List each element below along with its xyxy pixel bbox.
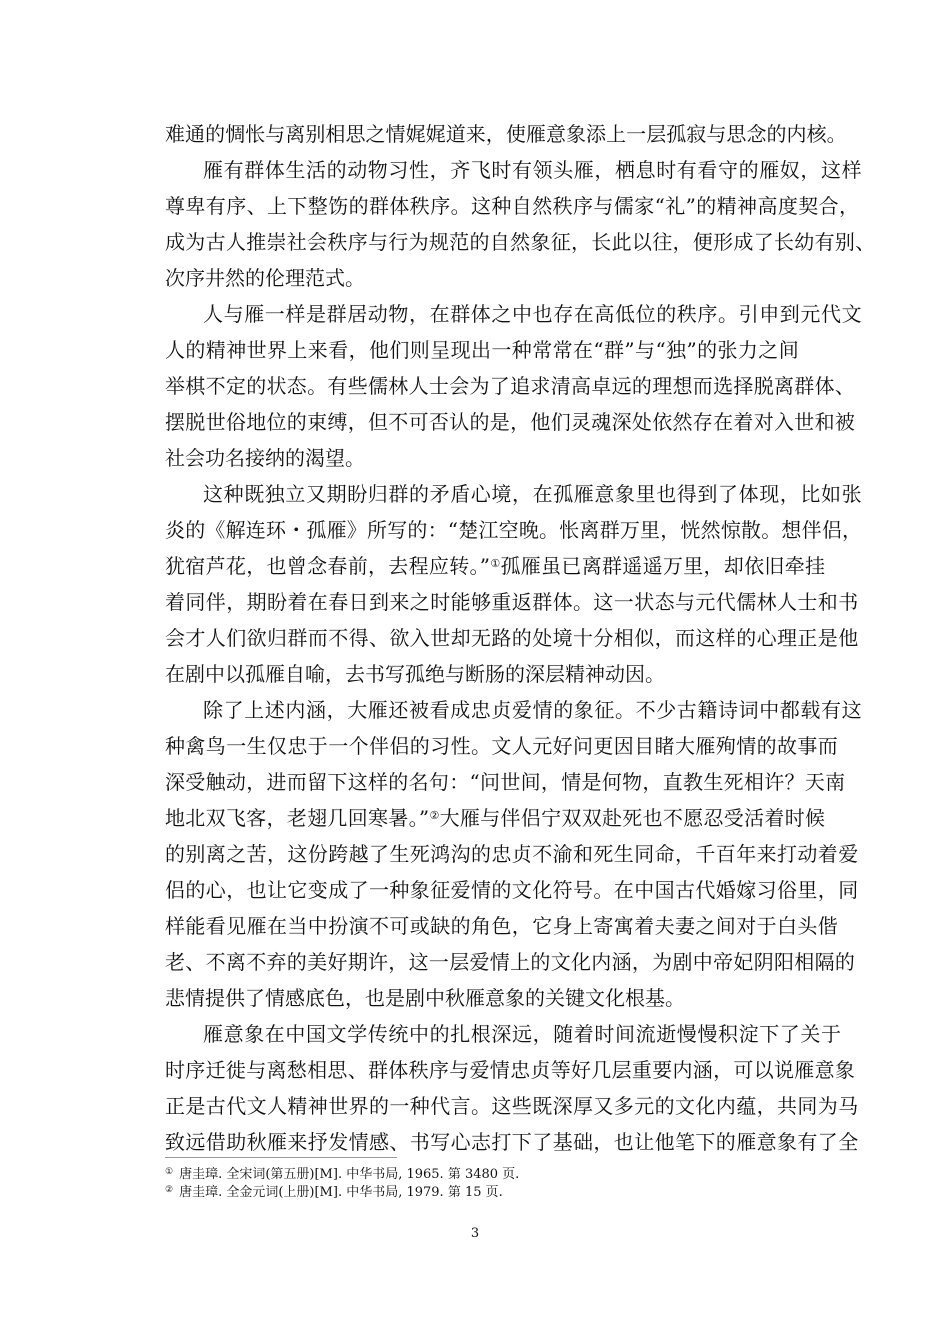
footnote-separator [165, 1157, 397, 1158]
text-line: 样能看见雁在当中扮演不可或缺的角色，它身上寄寓着夫妻之间对于白头偕 [165, 914, 839, 938]
text-line: 摆脱世俗地位的束缚，但不可否认的是，他们灵魂深处依然存在着对入世和被 [165, 410, 856, 434]
text-line: 老、不离不弃的美好期许，这一层爱情上的文化内涵，为剧中帝妃阴阳相隔的 [165, 950, 856, 974]
footnote-1 [165, 1166, 519, 1185]
footnote-ref-1[interactable]: ① [490, 557, 501, 570]
text-line: 种禽鸟一生仅忠于一个伴侣的习性。文人元好问更因目睹大雁殉情的故事而 [165, 734, 839, 758]
text-line: 雁有群体生活的动物习性，齐飞时有领头雁，栖息时有看守的雁奴，这样 [203, 158, 863, 182]
text-line: 侣的心，也让它变成了一种象征爱情的文化符号。在中国古代婚嫁习俗里，同 [165, 878, 859, 902]
text-line: 举棋不定的状态。有些儒林人士会为了追求清高卓远的理想而选择脱离群体、 [165, 374, 856, 398]
text-line: 人的精神世界上来看，他们则呈现出一种常常在“群”与“独”的张力之间 [165, 338, 800, 362]
line-text-after: 孤雁虽已离群遥遥万里，却依旧牵挂 [500, 554, 826, 578]
text-line: 的别离之苦，这份跨越了生死鸿沟的忠贞不渝和死生同命，千百年来打动着爱 [165, 842, 859, 866]
footnote-mark: ① [165, 1167, 174, 1177]
text-line: 炎的《解连环・孤雁》所写的：“楚江空晚。怅离群万里，恍然惊散。想伴侣， [165, 518, 863, 542]
footnote-2 [165, 1184, 503, 1203]
text-line: 除了上述内涵，大雁还被看成忠贞爱情的象征。不少古籍诗词中都载有这 [203, 698, 863, 722]
text-line: 这种既独立又期盼归群的矛盾心境，在孤雁意象里也得到了体现，比如张 [203, 482, 863, 506]
text-line: 致远借助秋雁来抒发情感、书写心志打下了基础，也让他笔下的雁意象有了全 [165, 1130, 859, 1154]
text-line: 时序迁徙与离愁相思、群体秩序与爱情忠贞等好几层重要内涵，可以说雁意象 [165, 1058, 856, 1082]
text-line: 次序井然的伦理范式。 [165, 266, 365, 290]
text-line: 悲情提供了情感底色，也是剧中秋雁意象的关键文化根基。 [165, 986, 685, 1010]
text-line: 难通的惆怅与离别相思之情娓娓道来，使雁意象添上一层孤寂与思念的内核。 [165, 122, 847, 146]
text-line: 深受触动，进而留下这样的名句：“问世间，情是何物，直教生死相许？天南 [165, 770, 846, 794]
text-line: 社会功名接纳的渴望。 [165, 446, 365, 470]
footnote-mark: ② [165, 1185, 174, 1195]
text-line: 成为古人推崇社会秩序与行为规范的自然象征，长此以往，便形成了长幼有别、 [165, 230, 876, 254]
text-line: 尊卑有序、上下整饬的群体秩序。这种自然秩序与儒家“礼”的精神高度契合， [165, 194, 860, 218]
footnote-text: 唐圭璋. 全金元词(上册)[M]. 中华书局, 1979. 第 15 页. [179, 1185, 503, 1200]
text-line: 着同伴，期盼着在春日到来之时能够重返群体。这一状态与元代儒林人士和书 [165, 590, 859, 614]
text-line: 正是古代文人精神世界的一种代言。这些既深厚又多元的文化内蕴，共同为马 [165, 1094, 859, 1118]
text-line: 人与雁一样是群居动物，在群体之中也存在高低位的秩序。引申到元代文 [203, 302, 863, 326]
text-line: 会才人们欲归群而不得、欲入世却无路的处境十分相似，而这样的心理正是他 [165, 626, 859, 650]
line-text-before: 地北双飞客，老翅几回寒暑。” [165, 806, 430, 830]
footnote-text: 唐圭璋. 全宋词(第五册)[M]. 中华书局, 1965. 第 3480 页. [179, 1167, 520, 1182]
text-line-with-footnote [165, 802, 825, 834]
text-line: 雁意象在中国文学传统中的扎根深远，随着时间流逝慢慢积淀下了关于 [203, 1022, 842, 1046]
page-number: 3 [470, 1226, 480, 1241]
text-line-with-footnote [165, 550, 825, 582]
line-text-after: 大雁与伴侣宁双双赴死也不愿忍受活着时候 [439, 806, 826, 830]
line-text-before: 犹宿芦花，也曾念春前，去程应转。” [165, 554, 491, 578]
text-line: 在剧中以孤雁自喻，去书写孤绝与断肠的深层精神动因。 [165, 662, 665, 686]
footnote-ref-2[interactable]: ② [429, 809, 440, 822]
